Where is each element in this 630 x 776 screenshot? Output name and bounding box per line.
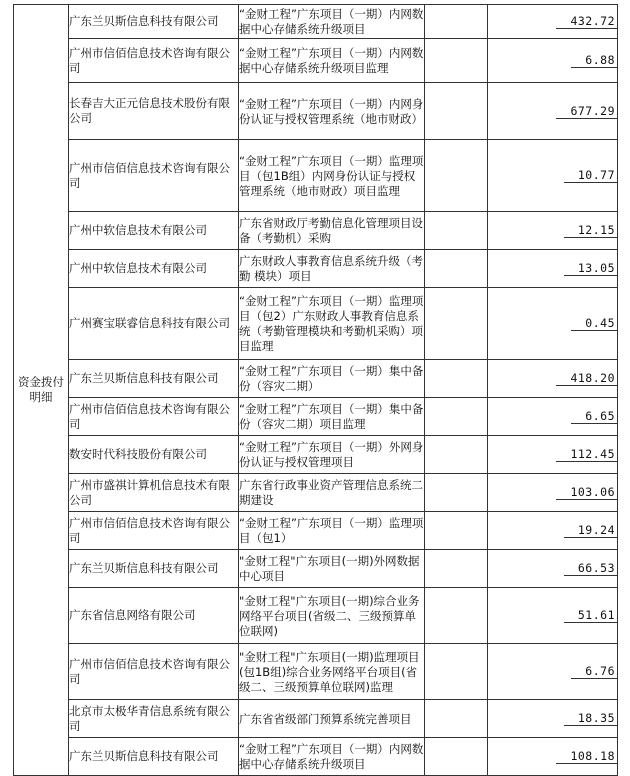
amount-cell: [488, 436, 618, 474]
amount-value: 677.29: [556, 104, 617, 119]
blank-cell: [425, 288, 488, 360]
company-cell: 广州赛宝联睿信息科技有限公司: [69, 288, 239, 360]
amount-cell: [488, 360, 618, 398]
amount-value: 18.35: [564, 711, 617, 726]
blank-cell: [425, 700, 488, 738]
blank-cell: [425, 738, 488, 776]
table-body: [14, 5, 618, 776]
project-cell: [239, 83, 425, 140]
table-row: [14, 288, 618, 360]
amount-value: 432.72: [556, 14, 617, 29]
table-row: [14, 588, 618, 644]
table-row: [14, 700, 618, 738]
amount-cell: [488, 140, 618, 212]
project-text: "金财工程"广东项目(一期)综合业务网络平台项目(省级二、三级预算单位联网): [239, 593, 420, 638]
project-cell: [239, 140, 425, 212]
blank-cell: [425, 588, 488, 644]
amount-cell: [488, 644, 618, 700]
amount-cell: [488, 700, 618, 738]
table-row: [14, 398, 618, 436]
project-cell: [239, 550, 425, 588]
project-text: “金财工程”广东项目（一期）外网身份认证与授权管理项目: [239, 440, 424, 469]
amount-value: 103.06: [556, 485, 617, 500]
table-row: [14, 140, 618, 212]
blank-cell: [425, 644, 488, 700]
table-row: [14, 360, 618, 398]
blank-cell: [425, 550, 488, 588]
company-cell: 广州市信佰信息技术咨询有限公司: [69, 39, 239, 83]
company-cell: 长春吉大正元信息技术股份有限公司: [69, 83, 239, 140]
amount-value: 418.20: [556, 371, 617, 386]
amount-cell: [488, 512, 618, 550]
company-cell: 广州市信佰信息技术咨询有限公司: [69, 398, 239, 436]
amount-cell: [488, 398, 618, 436]
project-cell: [239, 474, 425, 512]
project-cell: [239, 398, 425, 436]
amount-value: 10.77: [564, 168, 617, 183]
blank-cell: [425, 250, 488, 288]
blank-cell: [425, 83, 488, 140]
table-row: [14, 644, 618, 700]
project-text: “金财工程”广东项目（一期）监理项目（包2）广东财政人事教育信息系统（考勤管理模块和考勤机采购）项目监理: [239, 294, 424, 353]
amount-value: 19.24: [564, 523, 617, 538]
amount-value: 6.88: [571, 53, 617, 68]
project-cell: [239, 212, 425, 250]
project-cell: [239, 738, 425, 776]
amount-cell: [488, 250, 618, 288]
amount-cell: [488, 588, 618, 644]
project-cell: [239, 5, 425, 39]
blank-cell: [425, 474, 488, 512]
company-cell: 广州市信佰信息技术咨询有限公司: [69, 140, 239, 212]
project-cell: [239, 288, 425, 360]
table-row: [14, 738, 618, 776]
company-cell: 北京市太极华青信息系统有限公司: [69, 700, 239, 738]
category-cell: [14, 5, 69, 776]
table-row: [14, 512, 618, 550]
project-text: “金财工程”广东项目（一期）内网身份认证与授权管理系统（地市财政）: [239, 96, 424, 126]
amount-value: 108.18: [556, 749, 617, 764]
amount-value: 66.53: [564, 561, 617, 576]
company-cell: 广东兰贝斯信息科技有限公司: [69, 550, 239, 588]
company-cell: 广东省信息网络有限公司: [69, 588, 239, 644]
project-text: "金财工程"广东项目(一期)外网数据中心项目: [239, 554, 420, 583]
amount-cell: [488, 550, 618, 588]
project-text: 广东省行政事业资产管理信息系统二期建设: [239, 478, 423, 507]
blank-cell: [425, 212, 488, 250]
amount-cell: [488, 474, 618, 512]
amount-cell: [488, 288, 618, 360]
amount-cell: [488, 738, 618, 776]
project-cell: [239, 436, 425, 474]
blank-cell: [425, 360, 488, 398]
blank-cell: [425, 5, 488, 39]
project-text: “金财工程”广东项目（一期）内网数据中心存储系统升级项目: [239, 742, 424, 771]
project-text: “金财工程”广东项目（一期）监理项目（包1）: [239, 516, 424, 545]
fund-allocation-table: [13, 4, 618, 776]
amount-value: 13.05: [564, 261, 617, 276]
project-cell: [239, 512, 425, 550]
company-cell: 广州中软信息技术有限公司: [69, 212, 239, 250]
project-text: “金财工程”广东项目（一期）监理项目（包1B组）内网身份认证与授权管理系统（地市财政）项目监理: [239, 153, 424, 198]
project-text: "金财工程"广东项目(一期)监理项目(包1B组)综合业务网络平台项目(省级二、三级预算单位联网)监理: [239, 649, 420, 694]
project-text: 广东省财政厅考勤信息化管理项目设备（考勤机）采购: [239, 216, 423, 245]
project-cell: [239, 360, 425, 398]
project-text: “金财工程”广东项目（一期）集中备份（容灾二期）: [239, 364, 424, 393]
amount-value: 6.76: [571, 664, 617, 679]
project-text: 广东财政人事教育信息系统升级（考勤 模块）项目: [239, 254, 423, 283]
table-row: [14, 212, 618, 250]
company-cell: 广州市盛祺计算机信息技术有限公司: [69, 474, 239, 512]
amount-cell: [488, 83, 618, 140]
company-cell: 广东兰贝斯信息科技有限公司: [69, 360, 239, 398]
amount-cell: [488, 212, 618, 250]
project-cell: [239, 39, 425, 83]
company-cell: 数安时代科技股份有限公司: [69, 436, 239, 474]
amount-cell: [488, 5, 618, 39]
project-text: “金财工程”广东项目（一期）集中备份（容灾二期）项目监理: [239, 402, 424, 431]
project-text: “金财工程”广东项目（一期）内网数据中心存储系统升级项目: [239, 7, 424, 36]
table-row: [14, 436, 618, 474]
amount-value: 112.45: [556, 447, 617, 462]
project-cell: [239, 700, 425, 738]
table-row: [14, 39, 618, 83]
project-text: “金财工程”广东项目（一期）内网数据中心存储系统升级项目监理: [239, 46, 424, 75]
company-cell: 广东兰贝斯信息科技有限公司: [69, 5, 239, 39]
blank-cell: [425, 512, 488, 550]
project-cell: [239, 250, 425, 288]
blank-cell: [425, 436, 488, 474]
amount-value: 0.45: [571, 316, 617, 331]
project-cell: [239, 644, 425, 700]
blank-cell: [425, 398, 488, 436]
table-row: [14, 5, 618, 39]
category-label: 资金拨付明细: [18, 375, 64, 404]
company-cell: 广东兰贝斯信息科技有限公司: [69, 738, 239, 776]
company-cell: 广州市信佰信息技术咨询有限公司: [69, 644, 239, 700]
amount-value: 51.61: [564, 608, 617, 623]
blank-cell: [425, 140, 488, 212]
table-row: [14, 550, 618, 588]
company-cell: 广州中软信息技术有限公司: [69, 250, 239, 288]
table-row: [14, 83, 618, 140]
amount-value: 6.65: [571, 409, 617, 424]
table-row: [14, 250, 618, 288]
project-cell: [239, 588, 425, 644]
project-text: 广东省省级部门预算系统完善项目: [239, 711, 412, 726]
company-cell: 广州市信佰信息技术咨询有限公司: [69, 512, 239, 550]
amount-cell: [488, 39, 618, 83]
amount-value: 12.15: [564, 223, 617, 238]
blank-cell: [425, 39, 488, 83]
table-row: [14, 474, 618, 512]
